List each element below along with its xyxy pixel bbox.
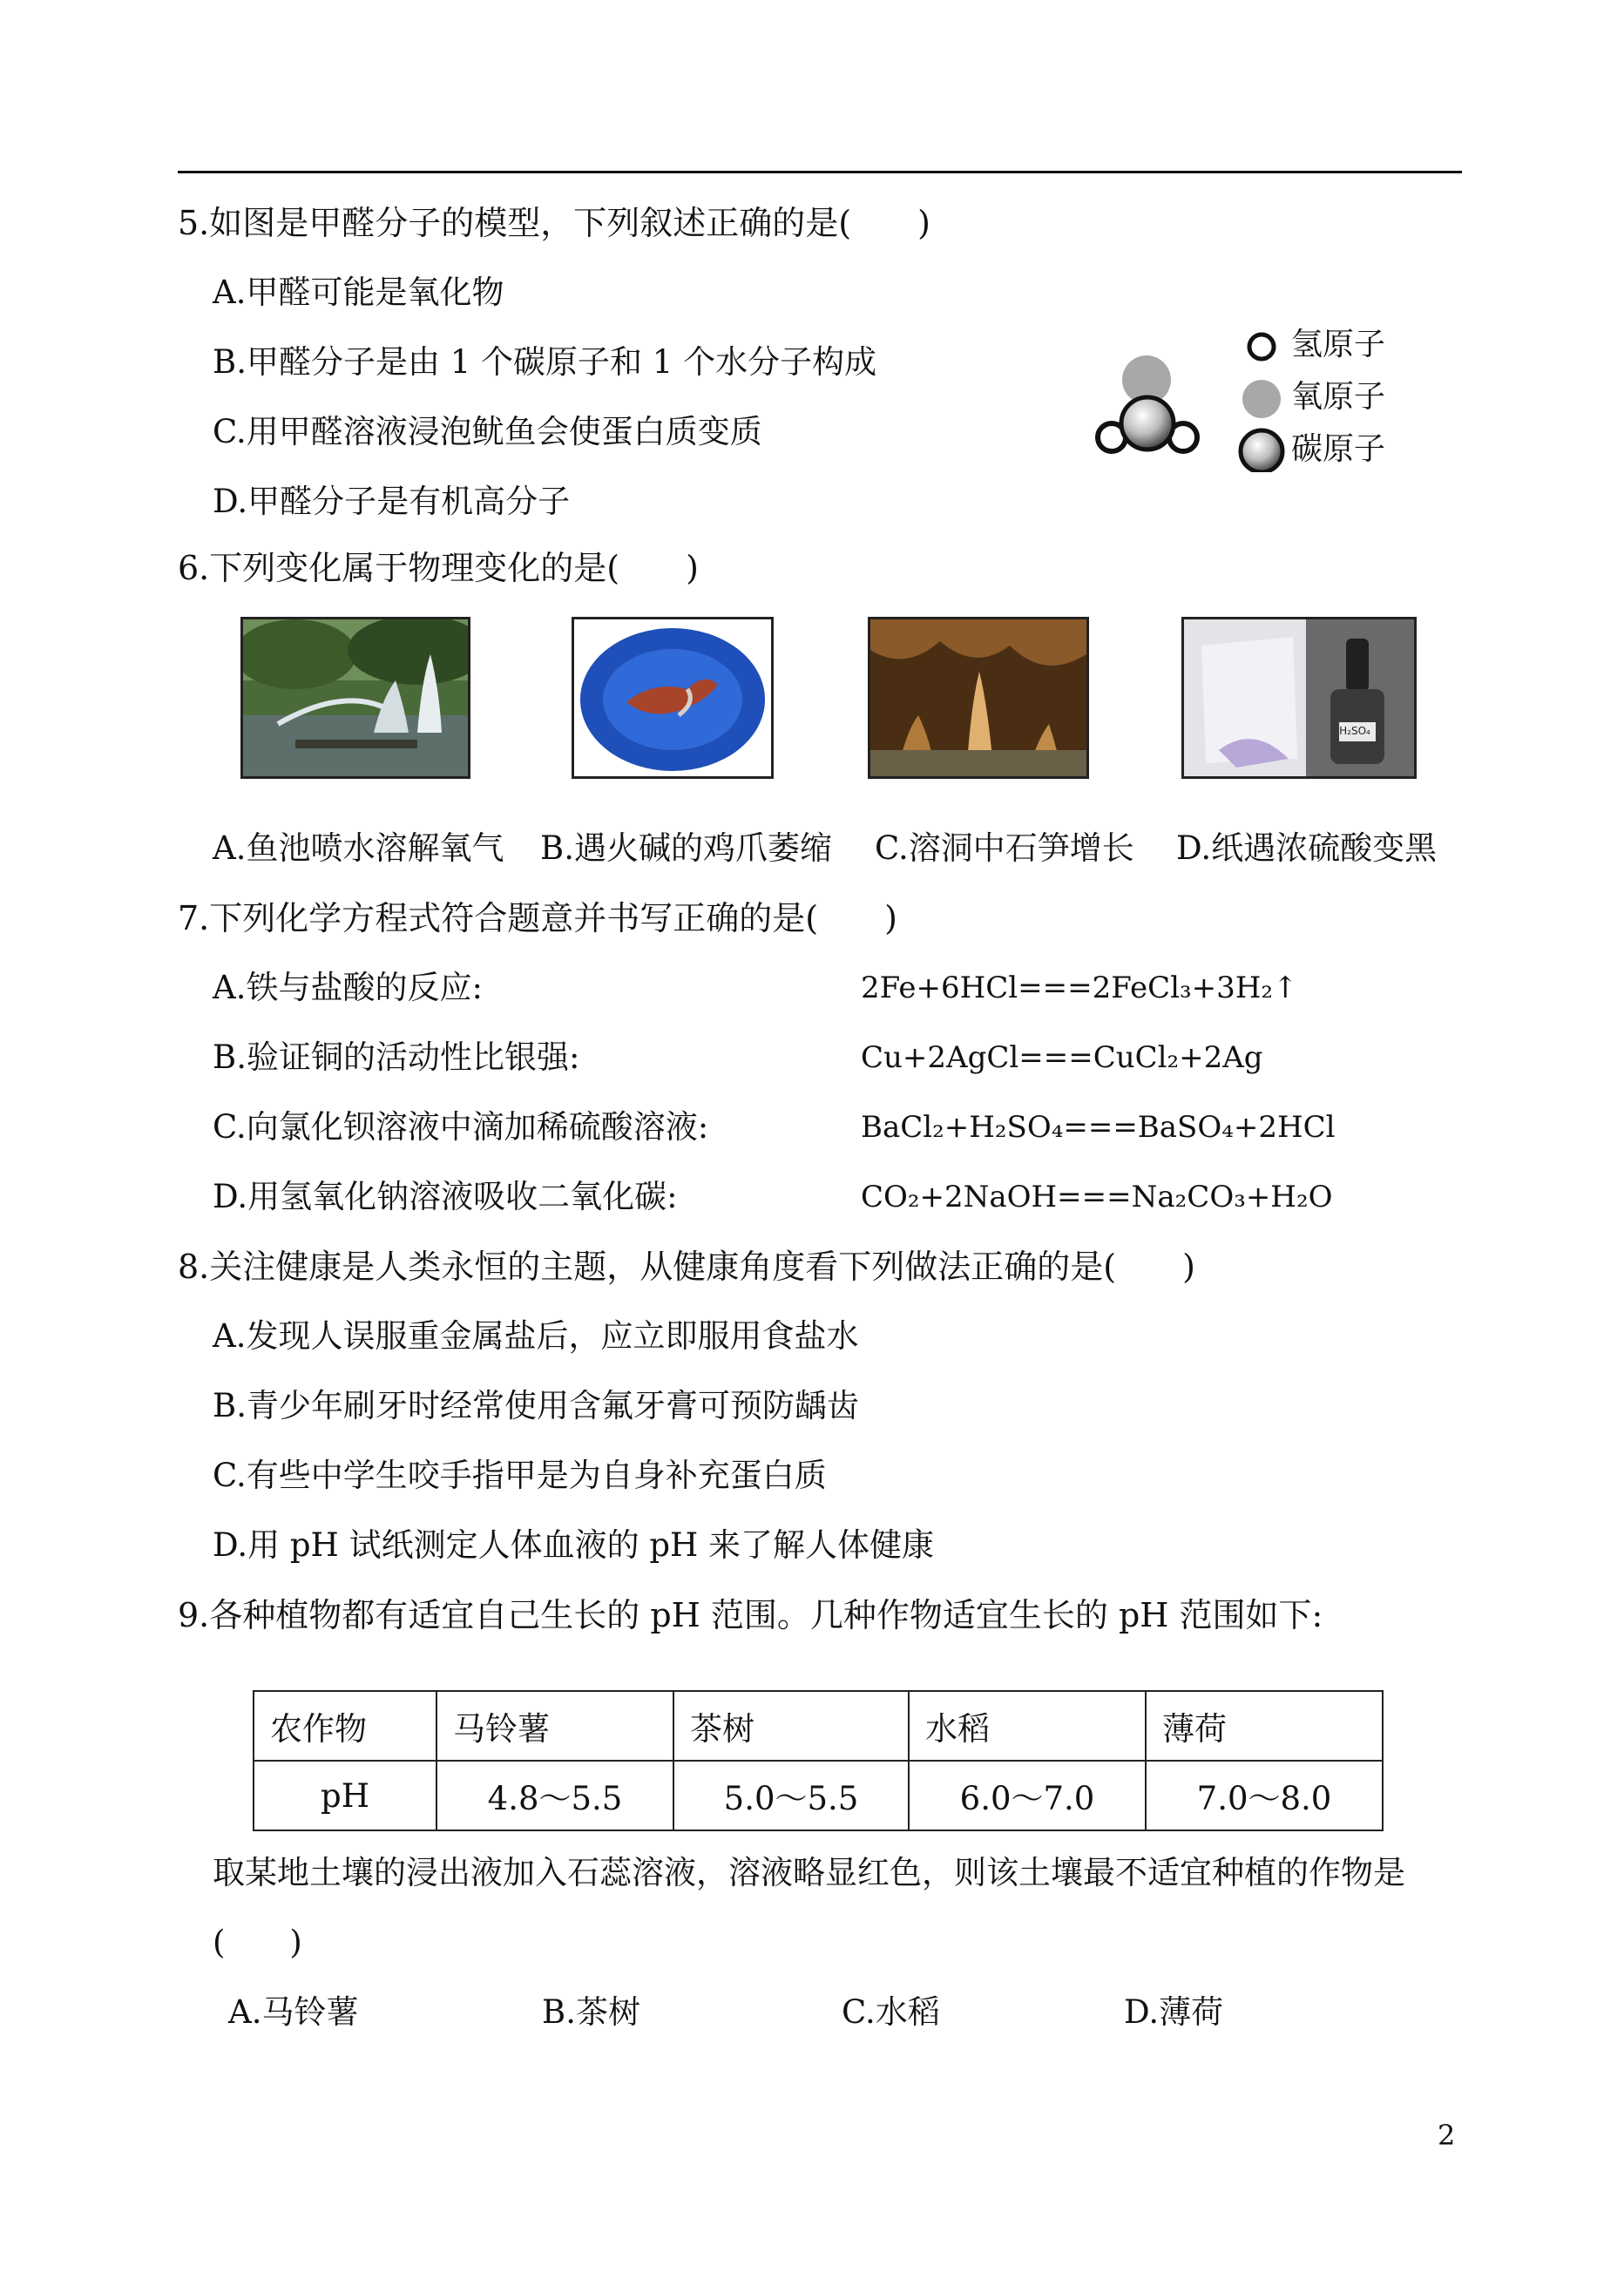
q7-option-c: C.向氯化钡溶液中滴加稀硫酸溶液: (213, 1108, 709, 1146)
table-cell: 5.0～5.5 (673, 1761, 909, 1830)
q6-option-b: B.遇火碱的鸡爪萎缩 (540, 829, 832, 867)
q7-option-d: D.用氢氧化钠溶液吸收二氧化碳: (213, 1178, 678, 1215)
q7-equation-a: 2Fe+6HCl===2FeCl₃+3H₂↑ (861, 971, 1298, 1005)
q8-stem: 8.关注健康是人类永恒的主题，从健康角度看下列做法正确的是( ) (178, 1248, 1195, 1286)
q7-stem: 7.下列化学方程式符合题意并书写正确的是( ) (178, 899, 897, 937)
table-row-header (254, 1691, 1383, 1761)
q8-option-c: C.有些中学生咬手指甲是为自身补充蛋白质 (213, 1457, 827, 1494)
q9-option-a: A.马铃薯 (228, 1993, 359, 2031)
legend-carbon: 碳原子 (1291, 431, 1386, 467)
header-rule (178, 171, 1462, 173)
q9-option-b: B.茶树 (542, 1993, 640, 2031)
q9-option-d: D.薄荷 (1124, 1993, 1224, 2031)
q8-option-a: A.发现人误服重金属盐后，应立即服用食盐水 (213, 1317, 859, 1355)
table-cell: 6.0～7.0 (909, 1761, 1146, 1830)
ph-range-table (253, 1690, 1384, 1831)
paper-sulfuric-acid-image (1181, 617, 1417, 779)
q5-option-c: C.用甲醛溶液浸泡鱿鱼会使蛋白质变质 (213, 413, 762, 450)
q7-equation-d: CO₂+2NaOH===Na₂CO₃+H₂O (861, 1180, 1333, 1214)
legend-oxygen: 氧原子 (1291, 379, 1386, 415)
molecule-legend-symbols (1234, 324, 1286, 472)
table-cell: 农作物 (254, 1691, 436, 1761)
table-cell: 马铃薯 (436, 1691, 673, 1761)
q9-option-c: C.水稻 (842, 1993, 940, 2031)
oxygen-legend-icon (1242, 380, 1281, 418)
q6-option-d: D.纸遇浓硫酸变黑 (1176, 829, 1438, 867)
cave-stalagmite-image (868, 617, 1089, 779)
fountain-pond-image (240, 617, 470, 779)
q7-option-b: B.验证铜的活动性比银强: (213, 1038, 580, 1076)
q5-option-a: A.甲醛可能是氧化物 (213, 274, 504, 311)
chicken-feet-plate-image (572, 617, 774, 779)
carbon-atom (1121, 397, 1174, 450)
table-row-ph (254, 1761, 1383, 1830)
table-cell: pH (254, 1761, 436, 1830)
q7-equation-b: Cu+2AgCl===CuCl₂+2Ag (861, 1040, 1263, 1075)
table-cell: 4.8～5.5 (436, 1761, 673, 1830)
q8-option-b: B.青少年刷牙时经常使用含氟牙膏可预防龋齿 (213, 1387, 859, 1424)
table-cell: 茶树 (673, 1691, 909, 1761)
q9-question: 取某地土壤的浸出液加入石蕊溶液，溶液略显红色，则该土壤最不适宜种植的作物是 (213, 1854, 1405, 1891)
q8-option-d: D.用 pH 试纸测定人体血液的 pH 来了解人体健康 (213, 1526, 935, 1564)
carbon-legend-icon (1241, 430, 1282, 472)
table-cell: 薄荷 (1146, 1691, 1383, 1761)
q7-option-a: A.铁与盐酸的反应: (213, 969, 483, 1006)
q6-stem: 6.下列变化属于物理变化的是( ) (178, 549, 699, 587)
q7-equation-c: BaCl₂+H₂SO₄===BaSO₄+2HCl (861, 1110, 1336, 1145)
q9-blank: ( ) (213, 1924, 302, 1961)
q5-option-d: D.甲醛分子是有机高分子 (213, 483, 571, 520)
q5-option-b: B.甲醛分子是由 1 个碳原子和 1 个水分子构成 (213, 343, 877, 381)
table-cell: 7.0～8.0 (1146, 1761, 1383, 1830)
page-number: 2 (1438, 2119, 1456, 2152)
q9-stem: 9.各种植物都有适宜自己生长的 pH 范围。几种作物适宜生长的 pH 范围如下: (178, 1596, 1323, 1634)
bottle-label: H₂SO₄ (1339, 725, 1370, 737)
legend-hydrogen: 氢原子 (1291, 327, 1386, 362)
q6-option-a: A.鱼池喷水溶解氧气 (213, 829, 504, 867)
q5-stem: 5.如图是甲醛分子的模型，下列叙述正确的是( ) (178, 204, 930, 242)
q6-option-c: C.溶洞中石笋增长 (875, 829, 1134, 867)
hydrogen-legend-icon (1249, 335, 1274, 359)
table-cell: 水稻 (909, 1691, 1146, 1761)
